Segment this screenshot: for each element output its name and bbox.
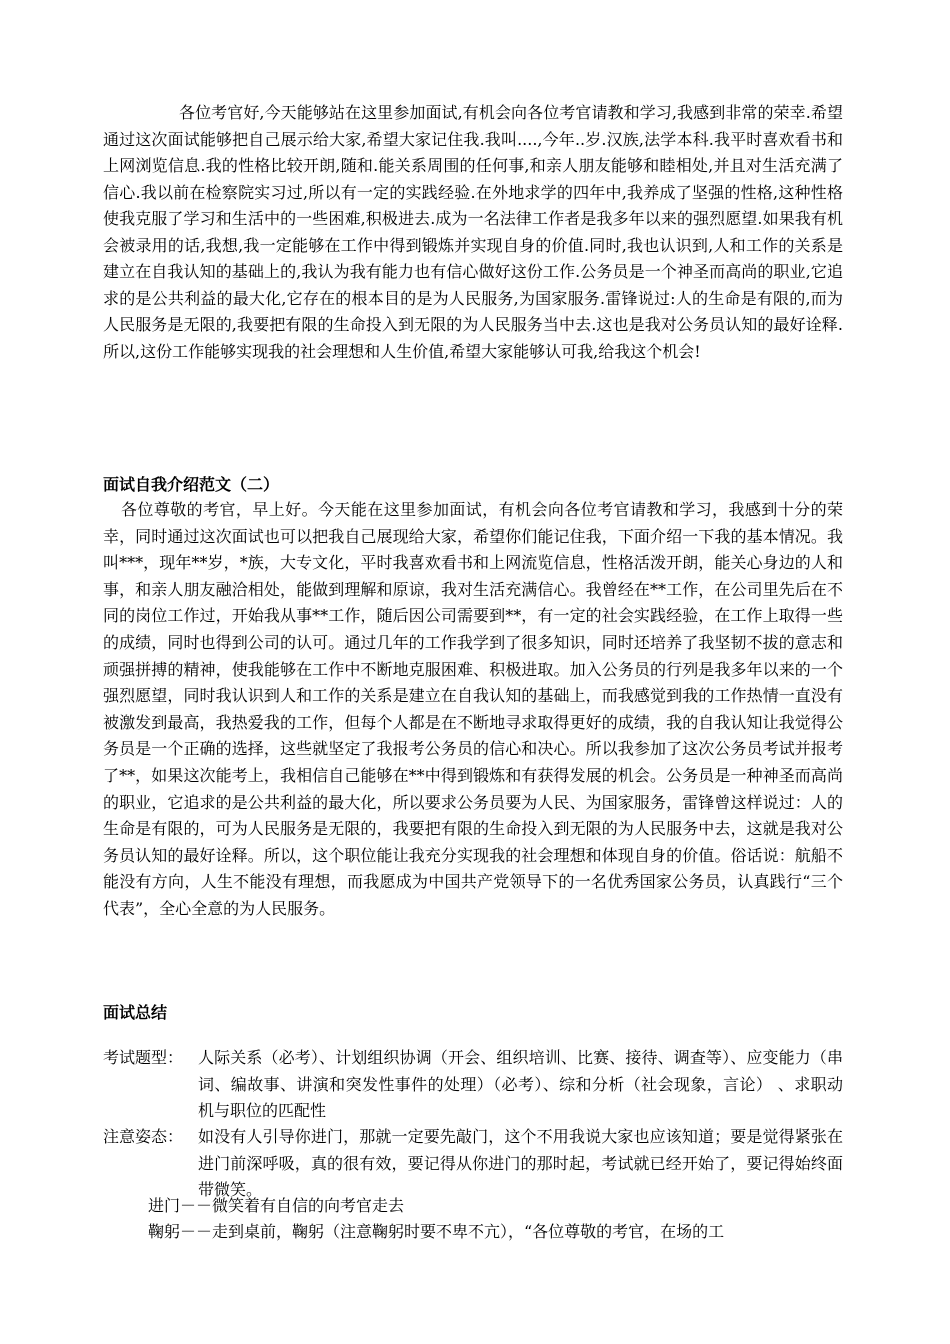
intro-paragraph-one: 各位考官好,今天能够站在这里参加面试,有机会向各位考官请教和学习,我感到非常的荣幸.希望通过这次面试能够把自己展示给大家,希望大家记住我.我叫....,今年..岁.汉族,法学本科.我平时喜欢看书和上网浏览信息.我的性格比较开朗,随和.能关系周围的任何事,和亲人朋友能够和睦相处,并且对生活充满了信心.我以前在检察院实习过,所以有一定的实践经验.在外地求学的四年中,我养成了坚强的性格,这种性格使我克服了学习和生活中的一些困难,积极进去.成为一名法律工作者是我多年以来的强烈愿望.如果我有机会被录用的话,我想,我一定能够在工作中得到锻炼并实现自身的价值.同时,我也认识到,人和工作的关系是建立在自我认知的基础上的,我认为我有能力也有信心做好这份工作.公务员是一个神圣而高尚的职业,它追求的是公共利益的最大化,它存在的根本目的是为人民服务,为国家服务.雷锋说过:人的生命是有限的,而为人民服务是无限的,我要把有限的生命投入到无限的为人民服务当中去.这也是我对公务员认知的最好诠释.所以,这份工作能够实现我的社会理想和人生价值,希望大家能够认可我,给我这个机会! xyxy=(103,103,843,361)
summary-item-label: 注意姿态： xyxy=(103,1127,184,1146)
summary-item-exam-types xyxy=(103,1045,843,1125)
summary-item-label: 考试题型： xyxy=(103,1048,184,1067)
summary-line-bow: 鞠躬－－走到桌前，鞠躬（注意鞠躬时要不卑不亢），“各位尊敬的考官，在场的工 xyxy=(148,1222,725,1241)
summary-item-text: 人际关系（必考）、计划组织协调（开会、组织培训、比赛、接待、调查等）、应变能力（串词、编故事、讲演和突发性事件的处理）（必考）、综和分析（社会现象，言论） 、求职动机与职位的匹配性 xyxy=(198,1048,843,1120)
section-heading-summary: 面试总结 xyxy=(103,1003,168,1022)
summary-line-enter: 进门－－微笑着有自信的向考官走去 xyxy=(148,1196,405,1215)
section-heading-sample-two: 面试自我介绍范文（二） xyxy=(103,475,280,494)
summary-item-posture xyxy=(103,1124,843,1204)
summary-item-text: 如没有人引导你进门，那就一定要先敲门，这个不用我说大家也应该知道；要是觉得紧张在进门前深呼吸，真的很有效，要记得从你进门的那时起，考试就已经开始了，要记得始终面带微笑。 xyxy=(198,1127,843,1199)
intro-paragraph-two: 各位尊敬的考官，早上好。今天能在这里参加面试，有机会向各位考官请教和学习，我感到十分的荣幸，同时通过这次面试也可以把我自己展现给大家，希望你们能记住我，下面介绍一下我的基本情况。我叫***，现年**岁，*族，大专文化，平时我喜欢看书和上网流览信息，性格活泼开朗，能关心身边的人和事，和亲人朋友融洽相处，能做到理解和原谅，我对生活充满信心。我曾经在**工作，在公司里先后在不同的岗位工作过，开始我从事**工作，随后因公司需要到**，有一定的社会实践经验，在工作上取得一些的成绩，同时也得到公司的认可。通过几年的工作我学到了很多知识，同时还培养了我坚韧不拔的意志和顽强拼搏的精神，使我能够在工作中不断地克服困难、积极进取。加入公务员的行列是我多年以来的一个强烈愿望，同时我认识到人和工作的关系是建立在自我认知的基础上，而我感觉到我的工作热情一直没有被激发到最高，我热爱我的工作，但每个人都是在不断地寻求取得更好的成绩，我的自我认知让我觉得公务员是一个正确的选择，这些就坚定了我报考公务员的信心和决心。所以我参加了这次公务员考试并报考了**，如果这次能考上，我相信自己能够在**中得到锻炼和有获得发展的机会。公务员是一种神圣而高尚的职业，它追求的是公共利益的最大化，所以要求公务员要为人民、为国家服务，雷锋曾这样说过：人的生命是有限的，可为人民服务是无限的，我要把有限的生命投入到无限的为人民服务中去，这就是我对公务员认知的最好诠释。所以，这个职位能让我充分实现我的社会理想和体现自身的价值。俗话说：航船不能没有方向，人生不能没有理想，而我愿成为中国共产党领导下的一名优秀国家公务员，认真践行“三个代表”，全心全意的为人民服务。 xyxy=(103,500,843,918)
